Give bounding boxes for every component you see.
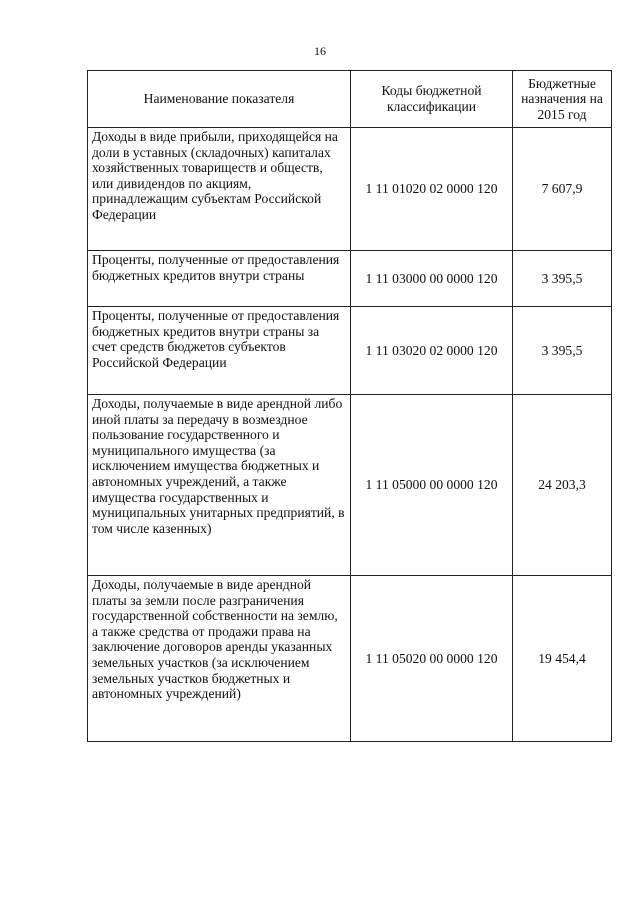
row-code: 1 11 05020 00 0000 120 <box>351 576 513 742</box>
row-amount: 3 395,5 <box>513 251 612 307</box>
row-amount: 19 454,4 <box>513 576 612 742</box>
page-number: 16 <box>314 44 326 58</box>
row-amount: 3 395,5 <box>513 307 612 395</box>
row-name: Доходы, получаемые в виде арендной либо иной платы за передачу в возмездное пользование государственного и муниципального имущества (за исключением имущества бюджетных и автономных учреждений, а также имущества государственных и муниципальных унитарных предприятий, в том числе казенных) <box>88 395 351 576</box>
row-name: Проценты, полученные от предоставления бюджетных кредитов внутри страны за счет средств бюджетов субъектов Российской Федерации <box>88 307 351 395</box>
header-indicator-name: Наименование показателя <box>88 71 351 128</box>
header-budget-amount: Бюджетные назначения на 2015 год <box>513 71 612 128</box>
table-header-row <box>88 71 612 128</box>
row-code: 1 11 01020 02 0000 120 <box>351 128 513 251</box>
row-name: Доходы в виде прибыли, приходящейся на доли в уставных (складочных) капиталах хозяйственных товариществ и обществ, или дивидендов по акциям, принадлежащим субъектам Российской Федерации <box>88 128 351 251</box>
row-amount: 24 203,3 <box>513 395 612 576</box>
table-row <box>88 251 612 307</box>
table-row <box>88 128 612 251</box>
table-row <box>88 395 612 576</box>
row-amount: 7 607,9 <box>513 128 612 251</box>
header-budget-codes: Коды бюджетной классификации <box>351 71 513 128</box>
budget-table <box>87 70 612 742</box>
row-name: Доходы, получаемые в виде арендной платы за земли после разграничения государственной собственности на землю, а также средства от продажи права на заключение договоров аренды указанных земельных участков (за исключением земельных участков бюджетных и автономных учреждений) <box>88 576 351 742</box>
table-row <box>88 576 612 742</box>
row-code: 1 11 05000 00 0000 120 <box>351 395 513 576</box>
row-code: 1 11 03000 00 0000 120 <box>351 251 513 307</box>
row-code: 1 11 03020 02 0000 120 <box>351 307 513 395</box>
table-row <box>88 307 612 395</box>
row-name: Проценты, полученные от предоставления бюджетных кредитов внутри страны <box>88 251 351 307</box>
